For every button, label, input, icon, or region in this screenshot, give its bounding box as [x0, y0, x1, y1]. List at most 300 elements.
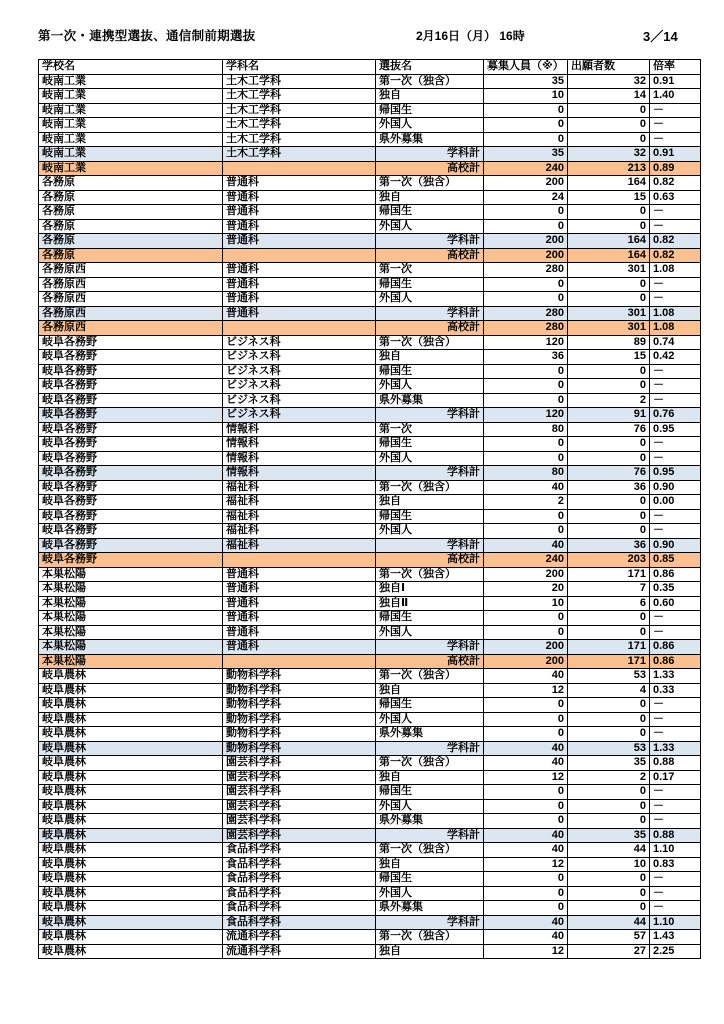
cell-capacity: 80 — [484, 466, 568, 481]
table-row — [39, 234, 701, 249]
cell-selection: 帰国生 — [376, 364, 484, 379]
cell-school: 岐南工業 — [39, 74, 223, 89]
cell-capacity: 200 — [484, 640, 568, 655]
table-row — [39, 176, 701, 191]
table-header — [39, 60, 701, 75]
cell-school: 各務原 — [39, 219, 223, 234]
cell-selection: 外国人 — [376, 799, 484, 814]
cell-ratio: 0.88 — [650, 828, 701, 843]
cell-selection: 県外募集 — [376, 393, 484, 408]
cell-ratio: 0.60 — [650, 596, 701, 611]
cell-capacity: 0 — [484, 698, 568, 713]
cell-selection: 学科計 — [376, 741, 484, 756]
cell-department: 普通科 — [223, 582, 376, 597]
cell-capacity: 12 — [484, 683, 568, 698]
cell-applicants: 0 — [568, 712, 650, 727]
cell-selection: 帰国生 — [376, 611, 484, 626]
cell-ratio: 0.35 — [650, 582, 701, 597]
cell-applicants: 0 — [568, 103, 650, 118]
cell-capacity: 0 — [484, 872, 568, 887]
cell-applicants: 14 — [568, 89, 650, 104]
cell-school: 岐阜各務野 — [39, 451, 223, 466]
cell-department: 普通科 — [223, 219, 376, 234]
cell-selection: 帰国生 — [376, 509, 484, 524]
cell-department: 普通科 — [223, 567, 376, 582]
cell-capacity: 0 — [484, 277, 568, 292]
cell-applicants: 89 — [568, 335, 650, 350]
cell-department: 食品科学科 — [223, 901, 376, 916]
cell-department: 福祉科 — [223, 538, 376, 553]
cell-capacity: 200 — [484, 567, 568, 582]
table-row — [39, 596, 701, 611]
cell-school: 岐阜農林 — [39, 915, 223, 930]
cell-applicants: 164 — [568, 248, 650, 263]
cell-applicants: 0 — [568, 509, 650, 524]
cell-school: 岐阜各務野 — [39, 408, 223, 423]
cell-school: 岐阜農林 — [39, 799, 223, 814]
cell-selection: 帰国生 — [376, 103, 484, 118]
column-header-department: 学科名 — [223, 60, 376, 75]
cell-selection: 外国人 — [376, 524, 484, 539]
table-row — [39, 466, 701, 481]
cell-applicants: 57 — [568, 930, 650, 945]
cell-capacity: 24 — [484, 190, 568, 205]
cell-selection: 独自 — [376, 495, 484, 510]
cell-department: 園芸科学科 — [223, 799, 376, 814]
column-header-selection: 選抜名 — [376, 60, 484, 75]
cell-selection: 高校計 — [376, 161, 484, 176]
table-row — [39, 857, 701, 872]
cell-capacity: 12 — [484, 944, 568, 959]
cell-ratio: 0.90 — [650, 538, 701, 553]
cell-selection: 外国人 — [376, 219, 484, 234]
cell-applicants: 203 — [568, 553, 650, 568]
cell-ratio: 0.82 — [650, 176, 701, 191]
cell-selection: 県外募集 — [376, 727, 484, 742]
cell-applicants: 0 — [568, 611, 650, 626]
cell-capacity: 12 — [484, 770, 568, 785]
cell-department: 動物科学科 — [223, 727, 376, 742]
cell-school: 岐阜農林 — [39, 785, 223, 800]
cell-department: 普通科 — [223, 292, 376, 307]
cell-selection: 第一次（独含） — [376, 669, 484, 684]
table-row — [39, 698, 701, 713]
cell-applicants: 0 — [568, 495, 650, 510]
cell-school: 岐南工業 — [39, 89, 223, 104]
cell-capacity: 0 — [484, 205, 568, 220]
cell-capacity: 80 — [484, 422, 568, 437]
table-row — [39, 828, 701, 843]
cell-applicants: 0 — [568, 219, 650, 234]
cell-capacity: 0 — [484, 132, 568, 147]
table-row — [39, 814, 701, 829]
page-number: 3／14 — [643, 29, 678, 44]
table-row — [39, 321, 701, 336]
column-header-school: 学校名 — [39, 60, 223, 75]
cell-selection: 第一次（独含） — [376, 843, 484, 858]
cell-capacity: 0 — [484, 886, 568, 901]
cell-department: 福祉科 — [223, 480, 376, 495]
table-row — [39, 263, 701, 278]
cell-selection: 第一次（独含） — [376, 480, 484, 495]
cell-applicants: 44 — [568, 915, 650, 930]
cell-department: 普通科 — [223, 205, 376, 220]
cell-school: 岐阜農林 — [39, 741, 223, 756]
cell-department: 情報科 — [223, 422, 376, 437]
cell-ratio: － — [650, 886, 701, 901]
cell-ratio: － — [650, 277, 701, 292]
cell-ratio: － — [650, 103, 701, 118]
cell-selection: 第一次 — [376, 263, 484, 278]
table-row — [39, 509, 701, 524]
cell-school: 岐阜農林 — [39, 857, 223, 872]
cell-applicants: 0 — [568, 814, 650, 829]
cell-department: ビジネス科 — [223, 335, 376, 350]
cell-selection: 学科計 — [376, 408, 484, 423]
cell-selection: 外国人 — [376, 292, 484, 307]
cell-school: 岐阜農林 — [39, 886, 223, 901]
cell-ratio: 1.08 — [650, 263, 701, 278]
cell-department: 福祉科 — [223, 524, 376, 539]
cell-department: 園芸科学科 — [223, 770, 376, 785]
cell-school: 岐阜各務野 — [39, 335, 223, 350]
cell-applicants: 10 — [568, 857, 650, 872]
cell-selection: 独自 — [376, 770, 484, 785]
cell-school: 本巣松陽 — [39, 611, 223, 626]
cell-school: 各務原西 — [39, 263, 223, 278]
table-row — [39, 408, 701, 423]
cell-selection: 外国人 — [376, 712, 484, 727]
cell-applicants: 0 — [568, 901, 650, 916]
cell-capacity: 40 — [484, 669, 568, 684]
table-row — [39, 640, 701, 655]
table-row — [39, 147, 701, 162]
cell-selection: 学科計 — [376, 538, 484, 553]
cell-department: 動物科学科 — [223, 683, 376, 698]
cell-school: 岐阜農林 — [39, 814, 223, 829]
table-row — [39, 915, 701, 930]
cell-school: 岐阜各務野 — [39, 437, 223, 452]
cell-school: 岐阜各務野 — [39, 393, 223, 408]
cell-department: 食品科学科 — [223, 886, 376, 901]
cell-department: 土木工学科 — [223, 89, 376, 104]
table-row — [39, 669, 701, 684]
cell-applicants: 0 — [568, 292, 650, 307]
cell-selection: 独自 — [376, 944, 484, 959]
cell-applicants: 7 — [568, 582, 650, 597]
cell-department: 情報科 — [223, 451, 376, 466]
cell-ratio: 0.82 — [650, 234, 701, 249]
cell-department: ビジネス科 — [223, 408, 376, 423]
table-row — [39, 422, 701, 437]
cell-capacity: 40 — [484, 915, 568, 930]
table-row — [39, 161, 701, 176]
cell-ratio: － — [650, 451, 701, 466]
cell-ratio: 2.25 — [650, 944, 701, 959]
cell-applicants: 164 — [568, 176, 650, 191]
table-row — [39, 480, 701, 495]
table-row — [39, 712, 701, 727]
cell-selection: 帰国生 — [376, 698, 484, 713]
cell-applicants: 213 — [568, 161, 650, 176]
cell-school: 岐阜各務野 — [39, 350, 223, 365]
cell-applicants: 76 — [568, 466, 650, 481]
cell-ratio: 0.86 — [650, 640, 701, 655]
table-row — [39, 567, 701, 582]
cell-department: 食品科学科 — [223, 872, 376, 887]
cell-ratio: 1.43 — [650, 930, 701, 945]
cell-capacity: 0 — [484, 712, 568, 727]
cell-applicants: 32 — [568, 147, 650, 162]
cell-school: 岐南工業 — [39, 132, 223, 147]
cell-ratio: － — [650, 799, 701, 814]
cell-capacity: 200 — [484, 176, 568, 191]
cell-school: 各務原西 — [39, 277, 223, 292]
table-row — [39, 538, 701, 553]
cell-applicants: 301 — [568, 263, 650, 278]
cell-capacity: 0 — [484, 393, 568, 408]
cell-selection: 高校計 — [376, 248, 484, 263]
cell-ratio: 0.42 — [650, 350, 701, 365]
cell-ratio: 0.85 — [650, 553, 701, 568]
cell-applicants: 15 — [568, 190, 650, 205]
table-row — [39, 654, 701, 669]
cell-ratio: － — [650, 132, 701, 147]
cell-selection: 高校計 — [376, 321, 484, 336]
cell-department: 情報科 — [223, 466, 376, 481]
cell-school: 岐阜農林 — [39, 683, 223, 698]
cell-department: 動物科学科 — [223, 741, 376, 756]
cell-ratio: － — [650, 785, 701, 800]
cell-school: 岐阜農林 — [39, 727, 223, 742]
cell-applicants: 0 — [568, 872, 650, 887]
cell-school: 岐阜農林 — [39, 843, 223, 858]
cell-applicants: 2 — [568, 393, 650, 408]
cell-applicants: 6 — [568, 596, 650, 611]
table-row — [39, 103, 701, 118]
cell-capacity: 240 — [484, 553, 568, 568]
cell-ratio: 0.86 — [650, 654, 701, 669]
cell-capacity: 36 — [484, 350, 568, 365]
cell-selection: 外国人 — [376, 379, 484, 394]
cell-applicants: 0 — [568, 451, 650, 466]
cell-school: 岐阜農林 — [39, 944, 223, 959]
cell-school: 岐阜各務野 — [39, 495, 223, 510]
cell-department: ビジネス科 — [223, 379, 376, 394]
cell-ratio: 1.33 — [650, 741, 701, 756]
cell-school: 岐阜各務野 — [39, 553, 223, 568]
cell-capacity: 0 — [484, 103, 568, 118]
cell-school: 岐阜各務野 — [39, 509, 223, 524]
cell-ratio: 0.00 — [650, 495, 701, 510]
cell-applicants: 0 — [568, 118, 650, 133]
cell-school: 本巣松陽 — [39, 582, 223, 597]
table-row — [39, 901, 701, 916]
cell-ratio: 0.83 — [650, 857, 701, 872]
table-row — [39, 248, 701, 263]
table-row — [39, 118, 701, 133]
cell-applicants: 44 — [568, 843, 650, 858]
cell-selection: 外国人 — [376, 886, 484, 901]
cell-ratio: 1.08 — [650, 306, 701, 321]
cell-capacity: 35 — [484, 74, 568, 89]
table-row — [39, 785, 701, 800]
cell-applicants: 76 — [568, 422, 650, 437]
cell-school: 岐阜各務野 — [39, 379, 223, 394]
cell-school: 岐阜農林 — [39, 712, 223, 727]
cell-selection: 独自 — [376, 857, 484, 872]
cell-ratio: 0.88 — [650, 756, 701, 771]
cell-capacity: 0 — [484, 118, 568, 133]
cell-applicants: 0 — [568, 277, 650, 292]
cell-selection: 県外募集 — [376, 901, 484, 916]
cell-applicants: 0 — [568, 364, 650, 379]
cell-department: 園芸科学科 — [223, 756, 376, 771]
table-row — [39, 350, 701, 365]
cell-ratio: － — [650, 901, 701, 916]
cell-ratio: 0.91 — [650, 74, 701, 89]
cell-selection: 帰国生 — [376, 785, 484, 800]
table-row — [39, 451, 701, 466]
cell-ratio: － — [650, 393, 701, 408]
cell-department: 普通科 — [223, 596, 376, 611]
cell-capacity: 40 — [484, 828, 568, 843]
cell-selection: 学科計 — [376, 640, 484, 655]
cell-school: 各務原西 — [39, 321, 223, 336]
cell-school: 本巣松陽 — [39, 625, 223, 640]
table-row — [39, 306, 701, 321]
cell-ratio: － — [650, 205, 701, 220]
table-row — [39, 205, 701, 220]
cell-school: 岐阜農林 — [39, 756, 223, 771]
table-row — [39, 379, 701, 394]
cell-school: 各務原 — [39, 190, 223, 205]
cell-capacity: 10 — [484, 596, 568, 611]
cell-capacity: 200 — [484, 654, 568, 669]
cell-department: 土木工学科 — [223, 118, 376, 133]
cell-school: 各務原 — [39, 205, 223, 220]
cell-applicants: 0 — [568, 625, 650, 640]
cell-selection: 学科計 — [376, 466, 484, 481]
cell-selection: 第一次 — [376, 422, 484, 437]
cell-ratio: － — [650, 727, 701, 742]
table-row — [39, 364, 701, 379]
cell-capacity: 0 — [484, 785, 568, 800]
cell-ratio: － — [650, 219, 701, 234]
table-row — [39, 683, 701, 698]
table-row — [39, 335, 701, 350]
table-row — [39, 437, 701, 452]
cell-capacity: 0 — [484, 625, 568, 640]
cell-selection: 第一次（独含） — [376, 567, 484, 582]
cell-selection: 学科計 — [376, 306, 484, 321]
cell-selection: 独自 — [376, 190, 484, 205]
cell-capacity: 40 — [484, 538, 568, 553]
cell-applicants: 301 — [568, 306, 650, 321]
cell-department: 情報科 — [223, 437, 376, 452]
cell-capacity: 40 — [484, 480, 568, 495]
cell-selection: 高校計 — [376, 654, 484, 669]
cell-capacity: 40 — [484, 843, 568, 858]
cell-selection: 外国人 — [376, 625, 484, 640]
cell-capacity: 0 — [484, 379, 568, 394]
cell-applicants: 0 — [568, 698, 650, 713]
applications-table — [38, 59, 701, 959]
cell-school: 各務原西 — [39, 306, 223, 321]
cell-department: ビジネス科 — [223, 393, 376, 408]
cell-department — [223, 654, 376, 669]
cell-school: 本巣松陽 — [39, 640, 223, 655]
table-row — [39, 944, 701, 959]
cell-department: 普通科 — [223, 611, 376, 626]
cell-applicants: 0 — [568, 886, 650, 901]
cell-capacity: 0 — [484, 292, 568, 307]
cell-selection: 高校計 — [376, 553, 484, 568]
cell-ratio: 1.10 — [650, 843, 701, 858]
cell-capacity: 12 — [484, 857, 568, 872]
cell-selection: 帰国生 — [376, 437, 484, 452]
cell-ratio: － — [650, 364, 701, 379]
cell-applicants: 35 — [568, 756, 650, 771]
cell-applicants: 91 — [568, 408, 650, 423]
cell-department: 園芸科学科 — [223, 785, 376, 800]
cell-selection: 学科計 — [376, 915, 484, 930]
column-header-ratio: 倍率 — [650, 60, 701, 75]
table-row — [39, 741, 701, 756]
cell-department: 動物科学科 — [223, 669, 376, 684]
cell-ratio: 0.63 — [650, 190, 701, 205]
cell-selection: 外国人 — [376, 118, 484, 133]
cell-ratio: 1.08 — [650, 321, 701, 336]
table-row — [39, 524, 701, 539]
cell-capacity: 2 — [484, 495, 568, 510]
cell-applicants: 35 — [568, 828, 650, 843]
cell-school: 岐阜各務野 — [39, 538, 223, 553]
cell-school: 各務原 — [39, 248, 223, 263]
cell-capacity: 280 — [484, 306, 568, 321]
table-row — [39, 219, 701, 234]
cell-school: 岐阜農林 — [39, 698, 223, 713]
cell-ratio: 0.76 — [650, 408, 701, 423]
cell-applicants: 0 — [568, 437, 650, 452]
cell-applicants: 171 — [568, 654, 650, 669]
cell-ratio: － — [650, 437, 701, 452]
cell-applicants: 0 — [568, 379, 650, 394]
cell-ratio: － — [650, 712, 701, 727]
cell-capacity: 0 — [484, 727, 568, 742]
table-row — [39, 89, 701, 104]
cell-applicants: 301 — [568, 321, 650, 336]
column-header-capacity: 募集人員（※） — [484, 60, 568, 75]
cell-applicants: 164 — [568, 234, 650, 249]
cell-selection: 第一次（独含） — [376, 176, 484, 191]
cell-applicants: 0 — [568, 727, 650, 742]
table-row — [39, 292, 701, 307]
cell-department: 土木工学科 — [223, 147, 376, 162]
cell-selection: 独自Ⅰ — [376, 582, 484, 597]
cell-applicants: 0 — [568, 799, 650, 814]
cell-selection: 第一次（独含） — [376, 74, 484, 89]
cell-school: 岐南工業 — [39, 118, 223, 133]
cell-ratio: 0.95 — [650, 422, 701, 437]
cell-department: 食品科学科 — [223, 843, 376, 858]
cell-capacity: 0 — [484, 451, 568, 466]
cell-ratio: － — [650, 379, 701, 394]
table-row — [39, 553, 701, 568]
cell-ratio: － — [650, 118, 701, 133]
cell-school: 岐南工業 — [39, 103, 223, 118]
cell-school: 本巣松陽 — [39, 567, 223, 582]
